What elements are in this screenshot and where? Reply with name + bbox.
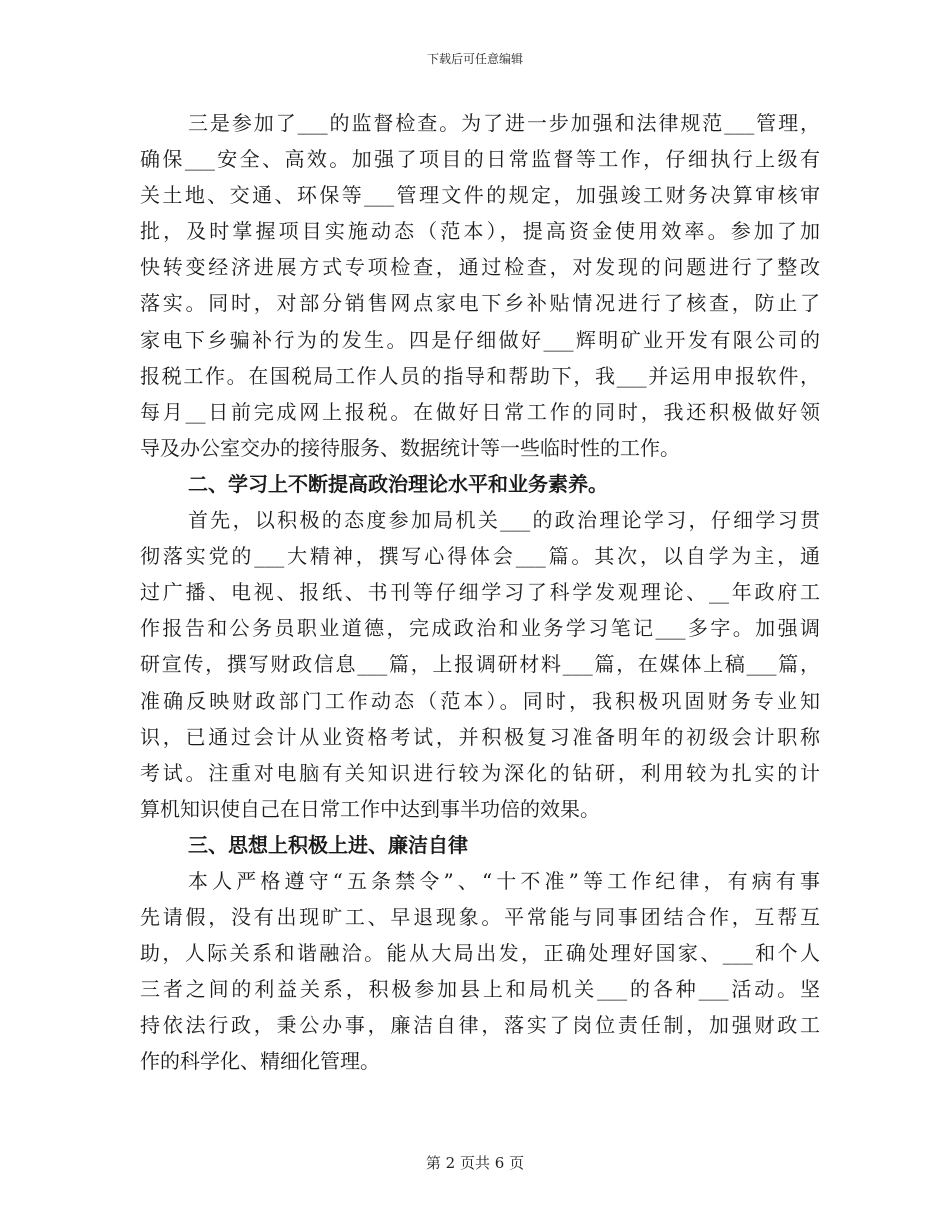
- paragraph-line: 关土地、交通、环保等___管理文件的规定，加强竣工财务决算审核审: [140, 183, 820, 208]
- paragraph-line: 算机知识使自己在日常工作中达到事半功倍的效果。: [140, 796, 600, 821]
- paragraph-line: 持依法行政，秉公办事，廉洁自律，落实了岗位责任制，加强财政工: [140, 1013, 820, 1038]
- paragraph-line: 识，已通过会计从业资格考试，并积极复习准备明年的初级会计职称: [140, 724, 820, 749]
- paragraph-line: 三者之间的利益关系，积极参加县上和局机关___的各种___活动。坚: [140, 977, 820, 1002]
- paragraph-line: 家电下乡骗补行为的发生。四是仔细做好___辉明矿业开发有限公司的: [140, 327, 820, 352]
- paragraph-line: 首先，以积极的态度参加局机关___的政治理论学习，仔细学习贯: [188, 508, 820, 533]
- paragraph-line: 彻落实党的___大精神，撰写心得体会___篇。其次，以自学为主，通: [140, 544, 820, 569]
- paragraph-line: 每月__日前完成网上报税。在做好日常工作的同时，我还积极做好领: [140, 399, 820, 424]
- paragraph-line: 快转变经济进展方式专项检查，通过检查，对发现的问题进行了整改: [140, 255, 820, 280]
- paragraph-line: 导及办公室交办的接待服务、数据统计等一些临时性的工作。: [140, 435, 680, 460]
- paragraph-line: 三是参加了___的监督检查。为了进一步加强和法律规范___管理，: [188, 111, 820, 135]
- paragraph-line: 作报告和公务员职业道德，完成政治和业务学习笔记___多字。加强调: [140, 616, 820, 641]
- paragraph-line: 确保___安全、高效。加强了项目的日常监督等工作，仔细执行上级有: [140, 147, 820, 172]
- paragraph-line: 先请假，没有出现旷工、早退现象。平常能与同事团结合作，互帮互: [140, 905, 820, 930]
- section-heading: 三、思想上积极上进、廉洁自律: [188, 832, 468, 857]
- paragraph-line: 准确反映财政部门工作动态（范本）。同时，我积极巩固财务专业知: [140, 688, 820, 713]
- paragraph-line: 报税工作。在国税局工作人员的指导和帮助下，我___并运用申报软件，: [140, 363, 820, 388]
- page-number: 第 2 页共 6 页: [425, 1154, 525, 1172]
- paragraph-line: 批，及时掌握项目实施动态（范本），提高资金使用效率。参加了加: [140, 219, 820, 244]
- paragraph-line: 本人严格遵守“五条禁令”、“十不准”等工作纪律，有病有事: [188, 868, 820, 893]
- document-body: [140, 105, 820, 1080]
- paragraph-line: 考试。注重对电脑有关知识进行较为深化的钻研，利用较为扎实的计: [140, 760, 820, 785]
- paragraph-line: 助，人际关系和谐融洽。能从大局出发，正确处理好国家、___和个人: [140, 941, 820, 966]
- paragraph-line: 过广播、电视、报纸、书刊等仔细学习了科学发观理论、__年政府工: [140, 580, 820, 605]
- paragraph-line: 作的科学化、精细化管理。: [140, 1049, 380, 1074]
- paragraph-line: 落实。同时，对部分销售网点家电下乡补贴情况进行了核查，防止了: [140, 291, 820, 316]
- paragraph-line: 研宣传，撰写财政信息___篇，上报调研材料___篇，在媒体上稿___篇，: [140, 652, 820, 677]
- page-header: 下载后可任意编辑: [426, 52, 523, 66]
- section-heading: 二、学习上不断提高政治理论水平和业务素养。: [188, 471, 608, 496]
